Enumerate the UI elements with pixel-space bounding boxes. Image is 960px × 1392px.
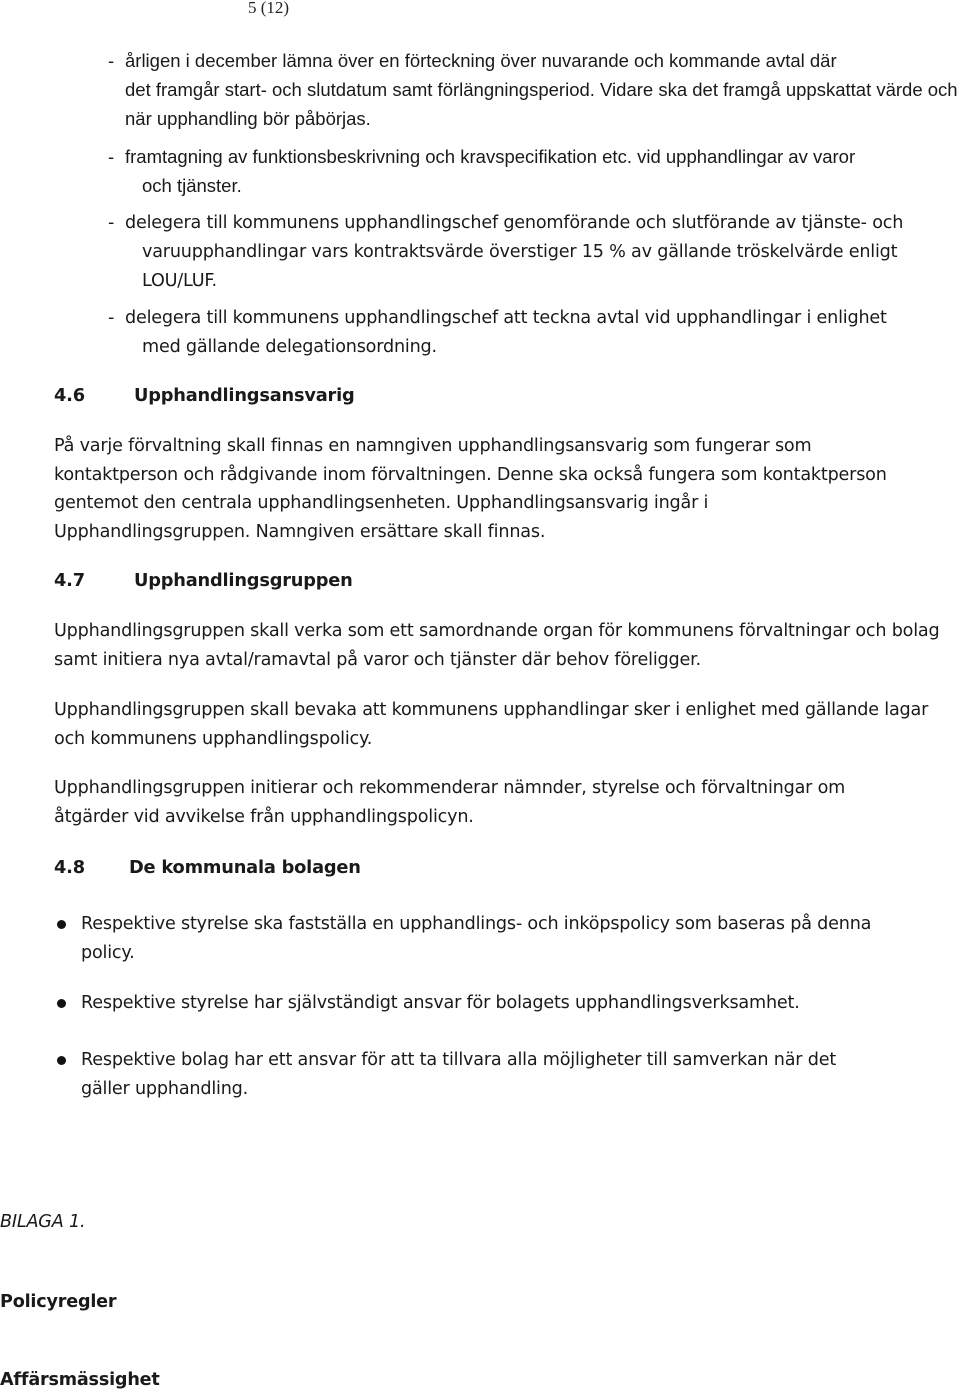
section-title: Upphandlingsansvarig [134, 385, 355, 406]
section-number: 4.8 [54, 857, 85, 878]
list-item [108, 46, 958, 133]
bullet-icon [57, 999, 66, 1008]
bullet-icon [57, 920, 66, 929]
section-heading-4-6 [54, 384, 355, 408]
dash-marker: - [108, 146, 115, 167]
list-item-continuation: och tjänster. [142, 175, 242, 196]
section-heading-4-8 [54, 856, 361, 880]
section-title: Upphandlingsgruppen [134, 570, 353, 591]
section-heading-4-7 [54, 569, 353, 593]
list-item-first-line: årligen i december lämna över en förteckning över nuvarande och kommande avtal där [125, 50, 837, 71]
list-item [108, 304, 958, 362]
section-number: 4.7 [54, 570, 85, 591]
bullet-item [54, 1046, 934, 1103]
bullet-text: Respektive bolag har ett ansvar för att ta tillvara alla möjligheter till samverkan när det gäller upphandling. [81, 1050, 837, 1099]
section-number: 4.6 [54, 385, 85, 406]
page-number: 5 (12) [248, 0, 290, 17]
paragraph: Upphandlingsgruppen skall bevaka att kommunens upphandlingar sker i enlighet med gällande lagar och kommunens upphandlingspolicy. [54, 700, 929, 749]
section-title: De kommunala bolagen [129, 857, 361, 878]
paragraph: På varje förvaltning skall finnas en namngiven upphandlingsansvarig som fungerar som kontaktperson och rådgivande inom förvaltningen. Denne ska också fungera som kontaktperson gentemot den centrala upphandlingsenheten. Upphandlingsansvarig ingår i Upphandlingsgruppen. Namngiven ersättare skall finnas. [54, 436, 887, 542]
dash-marker: - [108, 213, 115, 233]
bullet-text: Respektive styrelse har självständigt ansvar för bolagets upphandlingsverksamhet. [81, 993, 800, 1013]
bullet-icon [57, 1056, 66, 1065]
list-item-first-line: framtagning av funktionsbeskrivning och kravspecifikation etc. vid upphandlingar av varor [125, 146, 856, 167]
paragraph: Upphandlingsgruppen skall verka som ett samordnande organ för kommunens förvaltningar och bolag samt initiera nya avtal/ramavtal på varor och tjänster där behov föreligger. [54, 621, 940, 670]
list-item [108, 209, 958, 296]
policy-heading: Policyregler [0, 1292, 117, 1312]
sub-heading: Affärsmässighet [0, 1370, 160, 1390]
bullet-item [54, 989, 934, 1018]
annex-label: BILAGA 1. [0, 1212, 86, 1232]
bullet-item [54, 910, 934, 967]
dash-marker: - [108, 50, 115, 71]
list-item-first-line: delegera till kommunens upphandlingschef att teckna avtal vid upphandlingar i enlighet [125, 308, 887, 328]
list-item-continuation: med gällande delegationsordning. [142, 337, 437, 357]
dash-marker: - [108, 308, 115, 328]
paragraph: Upphandlingsgruppen initierar och rekommenderar nämnder, styrelse och förvaltningar om åtgärder vid avvikelse från upphandlingspolicyn. [54, 778, 846, 827]
list-item [108, 142, 958, 200]
list-item-continuation: varuupphandlingar vars kontraktsvärde överstiger 15 % av gällande tröskelvärde enligt LOU/LUF. [142, 242, 898, 291]
list-item-continuation: det framgår start- och slutdatum samt förlängningsperiod. Vidare ska det framgå uppskattat värde och när upphandling bör påbörjas. [125, 79, 958, 129]
bullet-text: Respektive styrelse ska fastställa en upphandlings- och inköpspolicy som baseras på denna policy. [81, 914, 872, 963]
list-item-first-line: delegera till kommunens upphandlingschef genomförande och slutförande av tjänste- och [125, 213, 904, 233]
